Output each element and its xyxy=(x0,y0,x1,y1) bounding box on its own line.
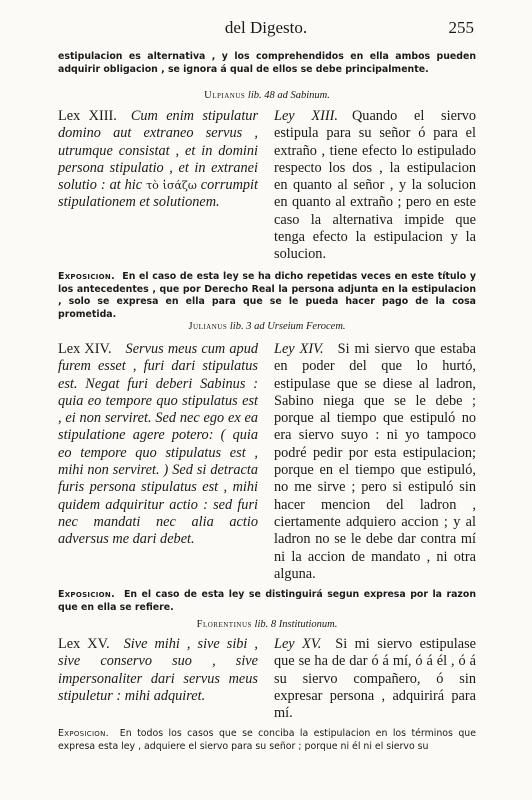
source-reference: lib. 3 ad Urseium Ferocem. xyxy=(229,321,346,332)
latin-text-law-14: Lex XIV. Servus meus cum apud furem esset , furi dari stipulatus est. Negat furi deberi Sabinus : quia eo tempore quo stipulatus est , ei non serviret. Sed nec ego ex ea stipulatione agere potero: ( quia eo tempore quo stipulatus est , mihi non serviret. ) Sed si detracta furis persona stipulatus est , mihi quidem adquiritur actio : sed furi nec mandati nec alia actio adversus me dari debet. xyxy=(58,341,258,548)
source-reference: lib. 48 ad Sabinum. xyxy=(247,90,330,101)
source-reference: lib. 8 Institutionum. xyxy=(254,619,338,630)
latin-text-law-15: Lex XV. Sive mihi , sive sibi , sive conservo suo , sive impersonaliter dari servus meus stipuletur : mihi adquiret. xyxy=(58,636,258,704)
source-law-13 xyxy=(58,89,476,102)
source-author: Ulpianus xyxy=(204,90,246,101)
running-title: del Digesto. xyxy=(224,18,308,37)
exposition-label: Exposicion. xyxy=(58,271,115,282)
law-label: Ley XIV. xyxy=(274,341,324,357)
exposition-law-13: Exposicion. En el caso de esta ley se ha dicho repetidas veces en este título y los antecedentes , que por Derecho Real la persona adjunta en la estipulacion , solo se expresa en ella para que se le pueda hacer pago de la cosa prometida. xyxy=(58,271,476,320)
law-label: Lex XIV. xyxy=(58,341,112,357)
running-head xyxy=(58,18,474,40)
exposition-law-15: Exposicion. En todos los casos que se conciba la estipulacion en los términos que expresa esta ley , adquiere el siervo para su señor ; porque ni él ni el siervo su xyxy=(58,728,476,752)
spanish-text-law-15: Ley XV. Si mi siervo estipulase que se ha de dar ó á mí, ó á él , ó á su siervo compañero, ó sin expresar persona , adquirirá para mí. xyxy=(274,636,476,722)
exposition-label: Exposicion. xyxy=(58,589,115,600)
source-law-14 xyxy=(58,320,476,333)
intro-paragraph: estipulacion es alternativa , y los comprehendidos en ella ambos pueden adquirir obligacion , se ignora á qual de ellos se debe principalmente. xyxy=(58,51,476,75)
exposition-label: Exposicion. xyxy=(58,728,109,739)
law-label: Ley XIII. xyxy=(274,108,338,124)
greek-words: τὸ ἰσάζω xyxy=(146,179,197,193)
law-label: Ley XV. xyxy=(274,636,322,652)
law-label: Lex XV. xyxy=(58,636,110,652)
exposition-law-14: Exposicion. En el caso de esta ley se distinguirá segun expresa por la razon que en ella se refiere. xyxy=(58,589,477,613)
spanish-text-law-13: Ley XIII. Quando el siervo estipula para su señor ó para el extraño , tiene efecto lo estipulado respecto los dos , la estipulacion en quanto al señor , y la solucion en quanto al extraño ; pero en este caso la alternativa impide que tenga efecto la estipulacion y la solucion. xyxy=(274,108,476,263)
source-author: Florentinus xyxy=(196,619,252,630)
page-number: 255 xyxy=(448,18,474,37)
source-law-15 xyxy=(58,618,476,631)
spanish-text-law-14: Ley XIV. Si mi siervo que estaba en poder del que lo hurtó, estipulase que se diese al ladron, Sabino niega que se le debe ; porque al tiempo que estipuló no era siervo suyo : ni yo tampoco podré pedir por esta estipulacion; porque en el tiempo que estipuló, no me sirve ; pero si estipuló sin hacer mencion del ladron , ciertamente adquiero accion ; y al ladron no se le debe dar contra mí ni la accion de mandato , ni otra alguna. xyxy=(274,341,476,582)
law-label: Lex XIII. xyxy=(58,108,117,124)
latin-text-law-13: Lex XIII. Cum enim stipulatur domino aut extraneo servus , utrumque consistat , et in domini persona stipulatio , et in extranei solutio : at hic τὸ ἰσάζω corrumpit stipulationem et solutionem. xyxy=(58,108,259,211)
source-author: Julianus xyxy=(188,321,228,332)
